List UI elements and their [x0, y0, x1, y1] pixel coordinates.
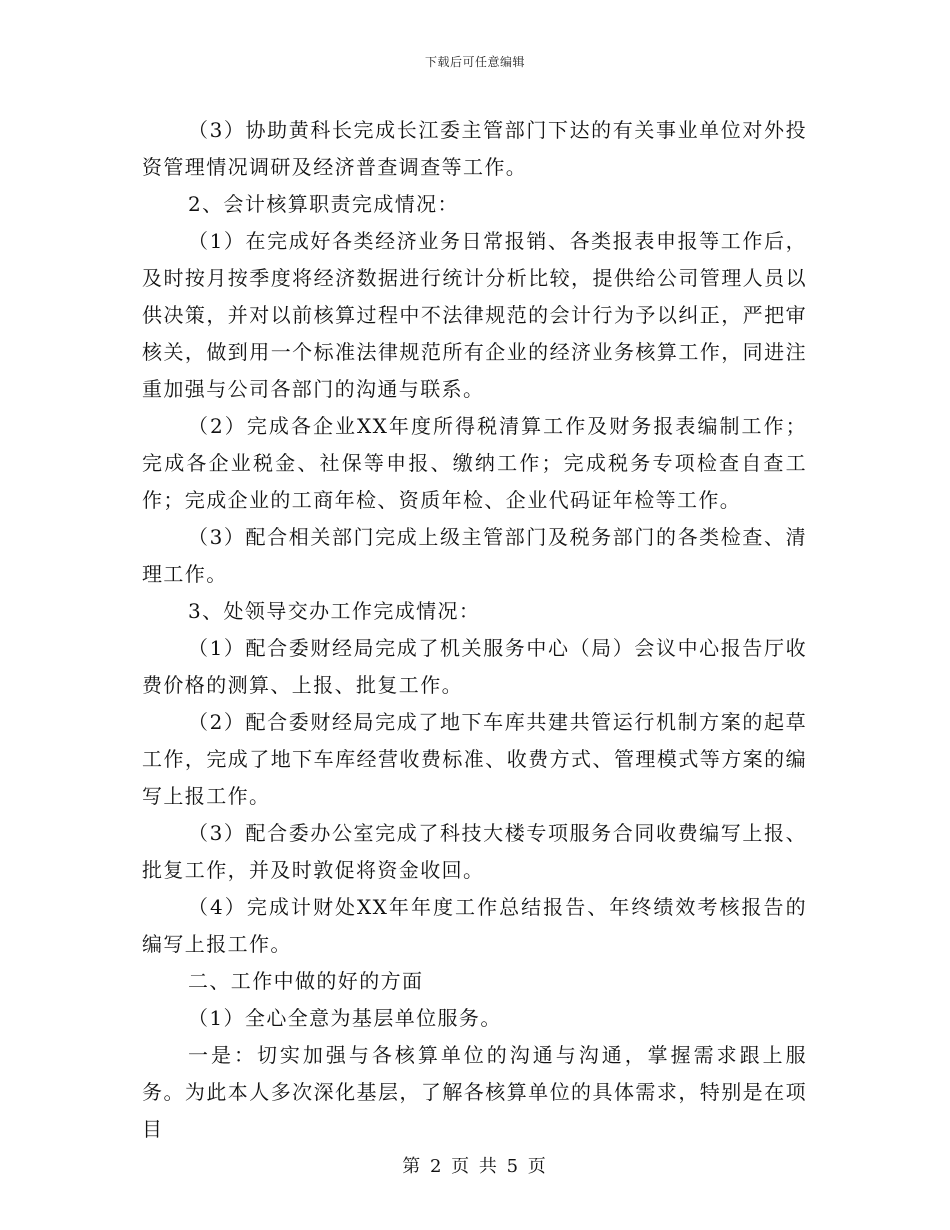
paragraph: （1）配合委财经局完成了机关服务中心（局）会议中心报告厅收费价格的测算、上报、批复工作。: [142, 636, 807, 697]
page-number-footer: 第 2 页 共 5 页: [402, 1156, 548, 1177]
paragraph: （3）配合相关部门完成上级主管部门及税务部门的各类检查、清理工作。: [142, 525, 807, 586]
section-heading: 3、处领导交办工作完成情况：: [188, 599, 481, 623]
paragraph: （4）完成计财处XX年年度工作总结报告、年终绩效考核报告的编写上报工作。: [142, 895, 807, 956]
header-note: 下载后可任意编辑: [424, 55, 525, 69]
document-body: [142, 112, 807, 1148]
paragraph: （2）完成各企业XX年度所得税清算工作及财务报表编制工作；完成各企业税金、社保等申报、缴纳工作；完成税务专项检查自查工作；完成企业的工商年检、资质年检、企业代码证年检等工作。: [142, 414, 807, 512]
paragraph: 一是：切实加强与各核算单位的沟通与沟通，掌握需求跟上服务。为此本人多次深化基层，了解各核算单位的具体需求，特别是在项目: [142, 1043, 807, 1141]
paragraph: （3）配合委办公室完成了科技大楼专项服务合同收费编写上报、批复工作，并及时敦促将资金收回。: [142, 821, 807, 882]
section-heading: 二、工作中做的好的方面: [188, 969, 424, 993]
paragraph: （2）配合委财经局完成了地下车库共建共管运行机制方案的起草工作，完成了地下车库经营收费标准、收费方式、管理模式等方案的编写上报工作。: [142, 710, 807, 808]
section-heading: 2、会计核算职责完成情况：: [188, 192, 459, 216]
paragraph: （1）全心全意为基层单位服务。: [188, 1006, 502, 1030]
paragraph: （1）在完成好各类经济业务日常报销、各类报表申报等工作后，及时按月按季度将经济数据进行统计分析比较，提供给公司管理人员以供决策，并对以前核算过程中不法律规范的会计行为予以纠正，严把审核关，做到用一个标准法律规范所有企业的经济业务核算工作，同进注重加强与公司各部门的沟通与联系。: [142, 229, 807, 401]
paragraph: （3）协助黄科长完成长江委主管部门下达的有关事业单位对外投资管理情况调研及经济普查调查等工作。: [142, 118, 807, 179]
